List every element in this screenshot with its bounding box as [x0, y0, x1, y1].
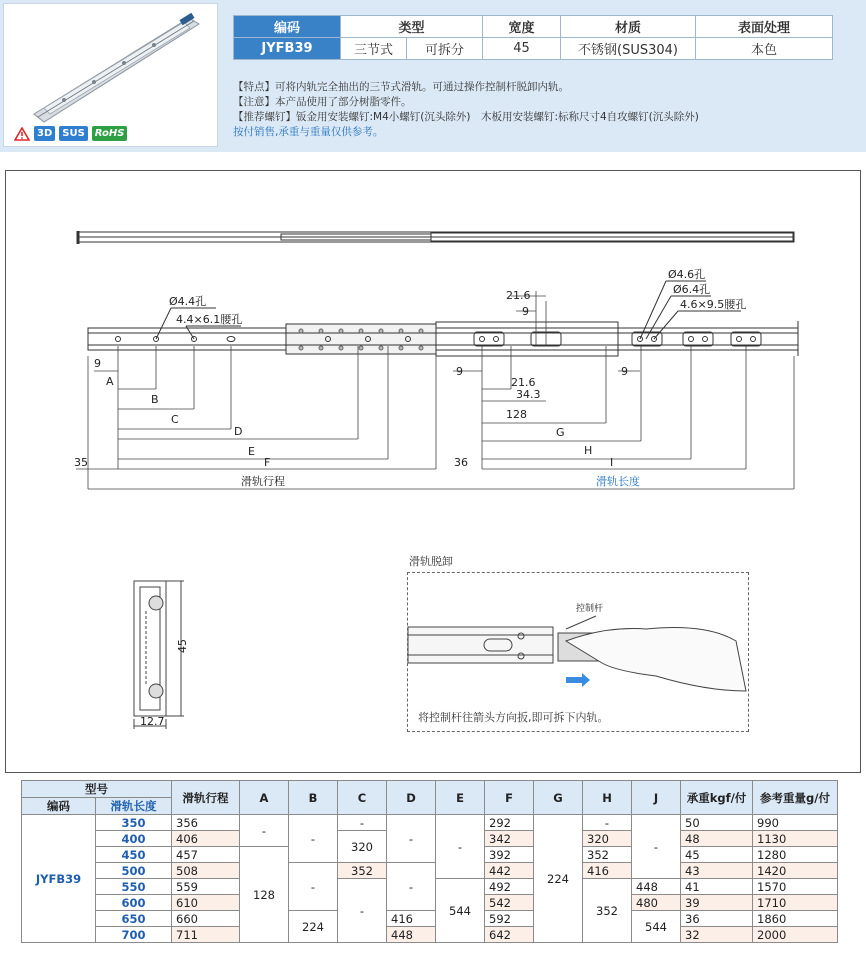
- cell-len: 600: [96, 895, 172, 911]
- cell-load: 50: [681, 815, 753, 831]
- table-row: [22, 911, 838, 927]
- th-code: 编码: [22, 798, 96, 815]
- dim-9c: 9: [456, 365, 463, 378]
- spec-header-width: 宽度: [483, 16, 561, 38]
- cell-weight: 990: [753, 815, 838, 831]
- cell-stroke: 660: [172, 911, 240, 927]
- spec-header-code: 编码: [234, 16, 341, 38]
- label-hole-left: Ø4.4孔: [169, 295, 207, 308]
- cell-G: 224: [534, 815, 583, 943]
- note-feature: 【特点】可将内轨完全抽出的三节式滑轨。可通过操作控制杆脱卸内轨。: [233, 81, 569, 93]
- dim-G: G: [556, 426, 565, 439]
- spec-table: [233, 15, 833, 60]
- cell-C: 352: [338, 863, 387, 879]
- label-lever: 控制杆: [576, 604, 604, 614]
- cell-load: 45: [681, 847, 753, 863]
- cell-H: 416: [583, 863, 632, 879]
- dim-36: 36: [454, 456, 468, 469]
- spec-header-finish: 表面处理: [696, 16, 833, 38]
- cell-F: 292: [485, 815, 534, 831]
- note-caution: 【注意】本产品使用了部分树脂零件。: [233, 96, 412, 108]
- cell-F: 642: [485, 927, 534, 943]
- dim-9a: 9: [94, 357, 101, 370]
- cell-H: 352: [583, 847, 632, 863]
- cell-F: 492: [485, 879, 534, 895]
- th-weight: 参考重量g/付: [753, 781, 838, 815]
- rail-side-view: [88, 328, 798, 350]
- spec-material: 不锈钢(SUS304): [561, 38, 696, 60]
- cell-weight: 1280: [753, 847, 838, 863]
- th-H: H: [583, 781, 632, 815]
- cell-weight: 1860: [753, 911, 838, 927]
- label-hole-r1: Ø4.6孔: [668, 268, 706, 281]
- cell-len: 500: [96, 863, 172, 879]
- th-stroke: 滑轨行程: [172, 781, 240, 815]
- cell-F: 592: [485, 911, 534, 927]
- cell-J: 448: [632, 879, 681, 895]
- spec-code: JYFB39: [234, 38, 341, 60]
- th-length: 滑轨长度: [96, 798, 172, 815]
- dim-F: F: [264, 456, 271, 469]
- note-sales: 按付销售,承重与重量仅供参考。: [233, 126, 384, 138]
- inset-title: 滑轨脱卸: [409, 555, 453, 568]
- badge-row: [14, 126, 127, 141]
- badge-3d: 3D: [34, 126, 55, 141]
- cell-weight: 1710: [753, 895, 838, 911]
- dim-34-3: 34.3: [516, 388, 541, 401]
- cell-J: 480: [632, 895, 681, 911]
- note-screw: 【推荐螺钉】钣金用安装螺钉:M4小螺钉(沉头除外) 木板用安装螺钉:标称尺寸4自攻螺钉(沉头除外): [233, 111, 699, 123]
- badge-sus: SUS: [59, 126, 88, 141]
- table-row: [22, 927, 838, 943]
- spec-type1: 三节式: [341, 38, 407, 60]
- cell-len: 700: [96, 927, 172, 943]
- th-D: D: [387, 781, 436, 815]
- dim-45: 45: [176, 639, 189, 653]
- cell-A: 128: [240, 847, 289, 943]
- dim-128: 128: [506, 408, 527, 421]
- slide-rail-photo: [4, 4, 217, 146]
- spec-finish: 本色: [696, 38, 833, 60]
- cell-len: 350: [96, 815, 172, 831]
- cell-H: 320: [583, 831, 632, 847]
- notes: [233, 80, 699, 140]
- cell-B: -: [289, 815, 338, 863]
- cell-stroke: 457: [172, 847, 240, 863]
- cell-load: 41: [681, 879, 753, 895]
- dim-35: 35: [74, 456, 88, 469]
- cell-J: 544: [632, 911, 681, 943]
- cell-weight: 2000: [753, 927, 838, 943]
- cell-load: 43: [681, 863, 753, 879]
- spec-type2: 可拆分: [407, 38, 483, 60]
- cell-D: 416: [387, 911, 436, 927]
- th-C: C: [338, 781, 387, 815]
- dim-E: E: [248, 445, 255, 458]
- th-G: G: [534, 781, 583, 815]
- cell-load: 48: [681, 831, 753, 847]
- inset-detach-box: [407, 572, 749, 732]
- cell-stroke: 610: [172, 895, 240, 911]
- cell-stroke: 356: [172, 815, 240, 831]
- table-row: [22, 815, 838, 831]
- cell-stroke: 711: [172, 927, 240, 943]
- table-row: [22, 863, 838, 879]
- cell-C: -: [338, 879, 387, 943]
- cell-F: 342: [485, 831, 534, 847]
- cell-len: 450: [96, 847, 172, 863]
- cell-C: 320: [338, 831, 387, 863]
- cell-len: 400: [96, 831, 172, 847]
- cell-stroke: 406: [172, 831, 240, 847]
- spec-header-material: 材质: [561, 16, 696, 38]
- cell-H: -: [583, 815, 632, 831]
- cross-section: [134, 581, 184, 729]
- th-B: B: [289, 781, 338, 815]
- warning-icon: [14, 127, 30, 141]
- cell-weight: 1420: [753, 863, 838, 879]
- cell-B: 224: [289, 911, 338, 943]
- dim-C: C: [171, 413, 179, 426]
- dim-12-7: 12.7: [140, 715, 165, 728]
- cell-E: -: [436, 815, 485, 879]
- cell-len: 650: [96, 911, 172, 927]
- dim-9d: 9: [621, 365, 628, 378]
- cell-load: 32: [681, 927, 753, 943]
- spec-data-table: [21, 780, 838, 943]
- header-band: [0, 0, 866, 152]
- cell-weight: 1130: [753, 831, 838, 847]
- th-J: J: [632, 781, 681, 815]
- dim-rail-length: 滑轨长度: [596, 475, 640, 488]
- cell-model: JYFB39: [22, 815, 96, 943]
- cell-stroke: 559: [172, 879, 240, 895]
- cell-D: -: [387, 863, 436, 911]
- cell-weight: 1570: [753, 879, 838, 895]
- label-slot-left: 4.4×6.1腰孔: [176, 313, 243, 326]
- cell-stroke: 508: [172, 863, 240, 879]
- label-slot-right: 4.6×9.5腰孔: [680, 298, 747, 311]
- dim-D: D: [234, 425, 243, 438]
- th-load: 承重kgf/付: [681, 781, 753, 815]
- label-hole-r2: Ø6.4孔: [673, 283, 711, 296]
- cell-D: 448: [387, 927, 436, 943]
- dim-21-6a: 21.6: [506, 289, 531, 302]
- cell-len: 550: [96, 879, 172, 895]
- dim-I: I: [610, 456, 614, 469]
- cell-F: 392: [485, 847, 534, 863]
- inset-caption: 将控制杆往箭头方向扳,即可拆下内轨。: [418, 711, 609, 724]
- th-E: E: [436, 781, 485, 815]
- cell-H: 352: [583, 879, 632, 943]
- th-F: F: [485, 781, 534, 815]
- dim-H: H: [584, 444, 593, 457]
- cell-A: -: [240, 815, 289, 847]
- dim-A: A: [106, 375, 114, 388]
- product-image: [3, 3, 218, 147]
- dim-rail-stroke: 滑轨行程: [241, 475, 285, 488]
- cell-F: 442: [485, 863, 534, 879]
- dim-9b: 9: [522, 305, 529, 318]
- dim-21-6b: 21.6: [511, 376, 536, 389]
- th-A: A: [240, 781, 289, 815]
- dim-B: B: [151, 393, 159, 406]
- cell-load: 39: [681, 895, 753, 911]
- badge-rohs: RoHS: [92, 126, 128, 141]
- th-model: 型号: [22, 781, 172, 798]
- cell-load: 36: [681, 911, 753, 927]
- cell-B: -: [289, 863, 338, 911]
- cell-D: -: [387, 815, 436, 863]
- cell-C: -: [338, 815, 387, 831]
- technical-drawing: [5, 170, 861, 773]
- spec-header-type: 类型: [341, 16, 483, 38]
- spec-width: 45: [483, 38, 561, 60]
- cell-F: 542: [485, 895, 534, 911]
- cell-J: -: [632, 815, 681, 879]
- cell-E: 544: [436, 879, 485, 943]
